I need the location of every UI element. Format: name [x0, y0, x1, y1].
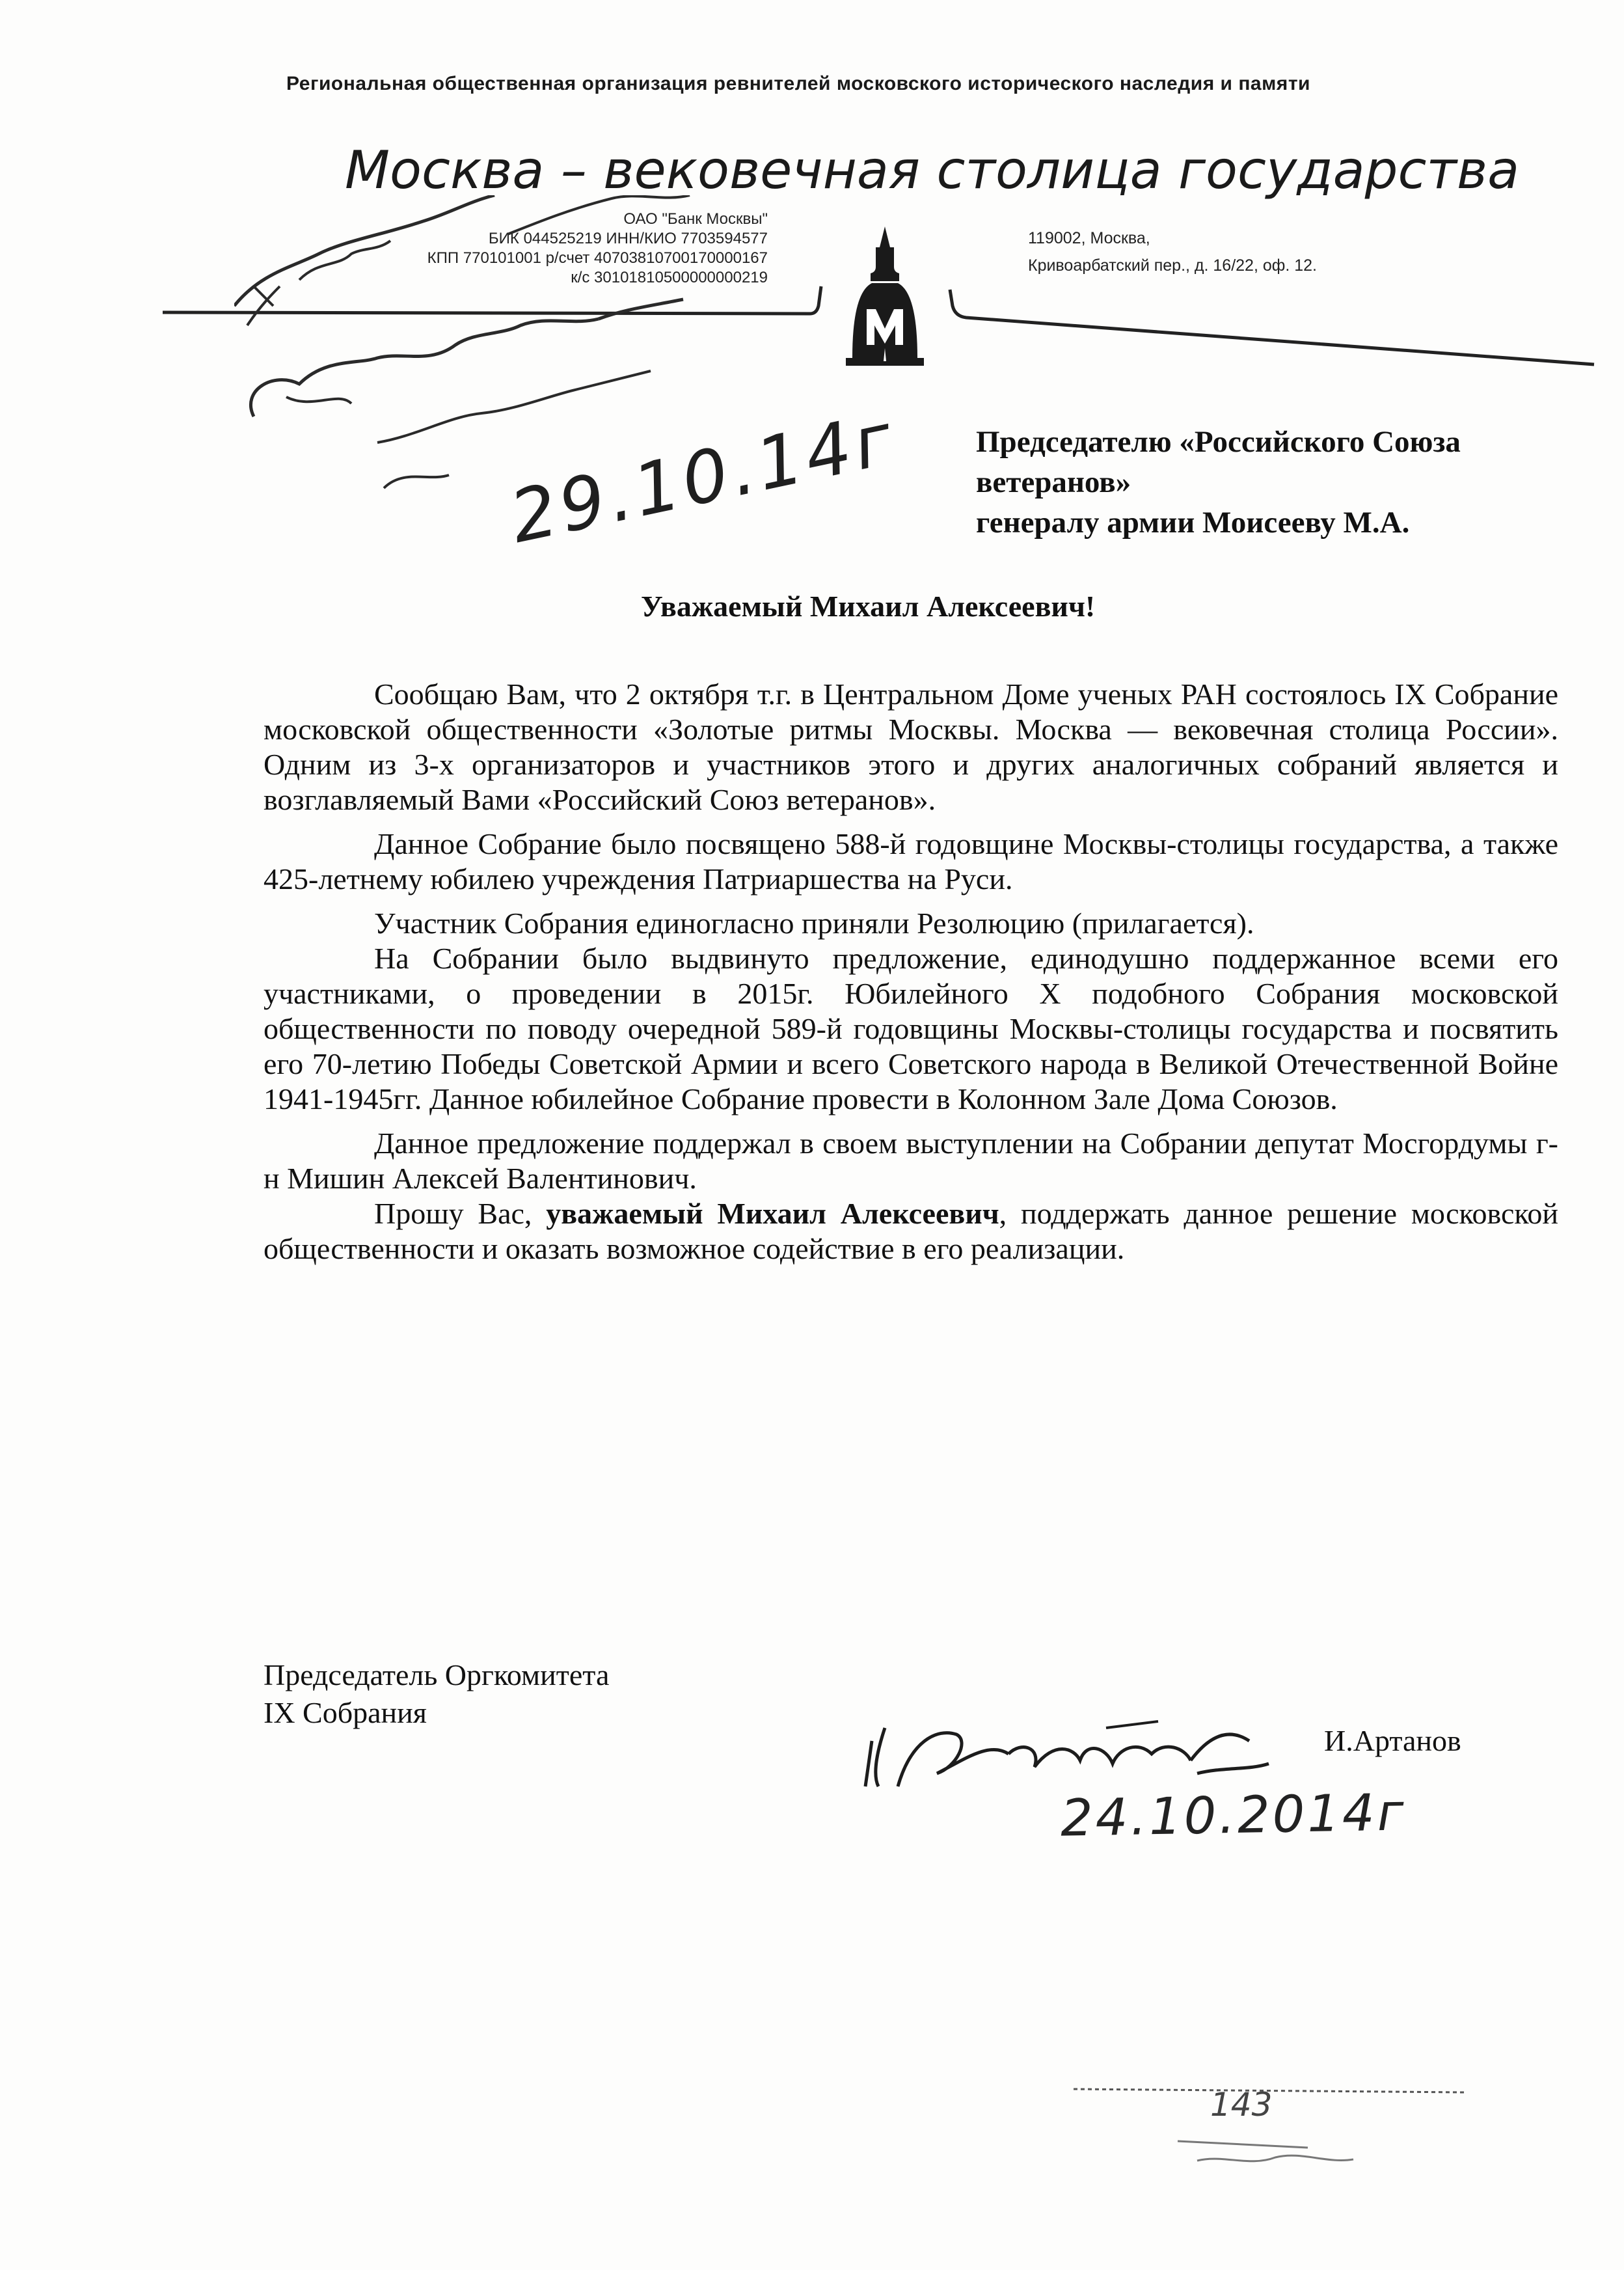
- bank-kpp-account: КПП 770101001 р/счет 40703810700170000167: [427, 249, 768, 267]
- organization-name: Региональная общественная организация ревнителей московского исторического наследия и памяти: [286, 73, 1310, 94]
- body-p6-end: , поддержать данное решение московской общественности и оказать возможное содействие в его реализации.: [264, 1197, 1559, 1265]
- body-p6-bold: уважаемый Михаил Алексеевич: [546, 1197, 999, 1230]
- letter-body: [264, 677, 1558, 1276]
- signatory-title-line-2: IX Собрания: [264, 1696, 427, 1729]
- addressee-line-3: генералу армии Моисееву М.А.: [976, 506, 1410, 540]
- body-paragraph-6: [264, 1196, 1558, 1266]
- organization-motto: Москва – вековечная столица государства: [345, 140, 1520, 200]
- handwritten-resolution: [234, 195, 904, 586]
- body-paragraph-4: На Собрании было выдвинуто предложение, единодушно поддержанное всеми его участниками, о проведении в 2015г. Юбилейного Х подобного Собрания московской общественности по поводу очередной 589-й годовщины Москвы-столицы государства и посвятить его 70-летию Победы Советской Армии и всего Советского народа в Великой Отечественной Войне 1941-1945гг. Данное юбилейное Собрание провести в Колонном Зале Дома Союзов.: [264, 942, 1558, 1115]
- bank-bik-inn: БИК 044525219 ИНН/КИО 7703594577: [488, 230, 768, 247]
- addressee-block: [976, 422, 1461, 543]
- addressee-line-2: ветеранов»: [976, 465, 1131, 499]
- handwritten-resolution-date: 29.10.14г: [503, 396, 904, 560]
- body-paragraph-2: Данное Собрание было посвящено 588-й годовщине Москвы-столицы государства, а также 425-летнему юбилею учреждения Патриаршества на Руси.: [264, 827, 1558, 896]
- bank-name: ОАО "Банк Москвы": [623, 210, 768, 228]
- signatory-title-line-1: Председатель Оргкомитета: [264, 1658, 610, 1691]
- registration-number: 143: [1210, 2086, 1273, 2124]
- body-paragraph-1: Сообщаю Вам, что 2 октября т.г. в Центральном Доме ученых РАН состоялось IX Собрание московской общественности «Золотые ритмы Москвы. Москва — вековечная столица России». Одним из 3-х организаторов и участников этого и других аналогичных собраний является и возглавляемый Вами «Российский Союз ветеранов».: [264, 677, 1558, 816]
- bank-corr-account: к/с 30101810500000000219: [571, 269, 768, 286]
- handwritten-signature: [859, 1702, 1275, 1799]
- address-street: Кривоарбатский пер., д. 16/22, оф. 12.: [1028, 256, 1317, 275]
- signatory-title: [264, 1656, 609, 1732]
- body-paragraph-3: Участник Собрания единогласно приняли Резолюцию (прилагается).: [374, 907, 1254, 940]
- handwritten-signing-date: 24.10.2014г: [1060, 1783, 1407, 1848]
- signatory-name: И.Артанов: [1324, 1724, 1461, 1757]
- addressee-line-1: Председателю «Российского Союза: [976, 425, 1461, 459]
- organization-address: [1028, 225, 1317, 279]
- address-city: 119002, Москва,: [1028, 229, 1150, 247]
- body-p6-start: Прошу Вас,: [374, 1197, 547, 1230]
- salutation: Уважаемый Михаил Алексеевич!: [641, 590, 1096, 623]
- body-paragraph-5: Данное предложение поддержал в своем выступлении на Собрании депутат Мосгордумы г-н Мишин Алексей Валентинович.: [264, 1127, 1558, 1195]
